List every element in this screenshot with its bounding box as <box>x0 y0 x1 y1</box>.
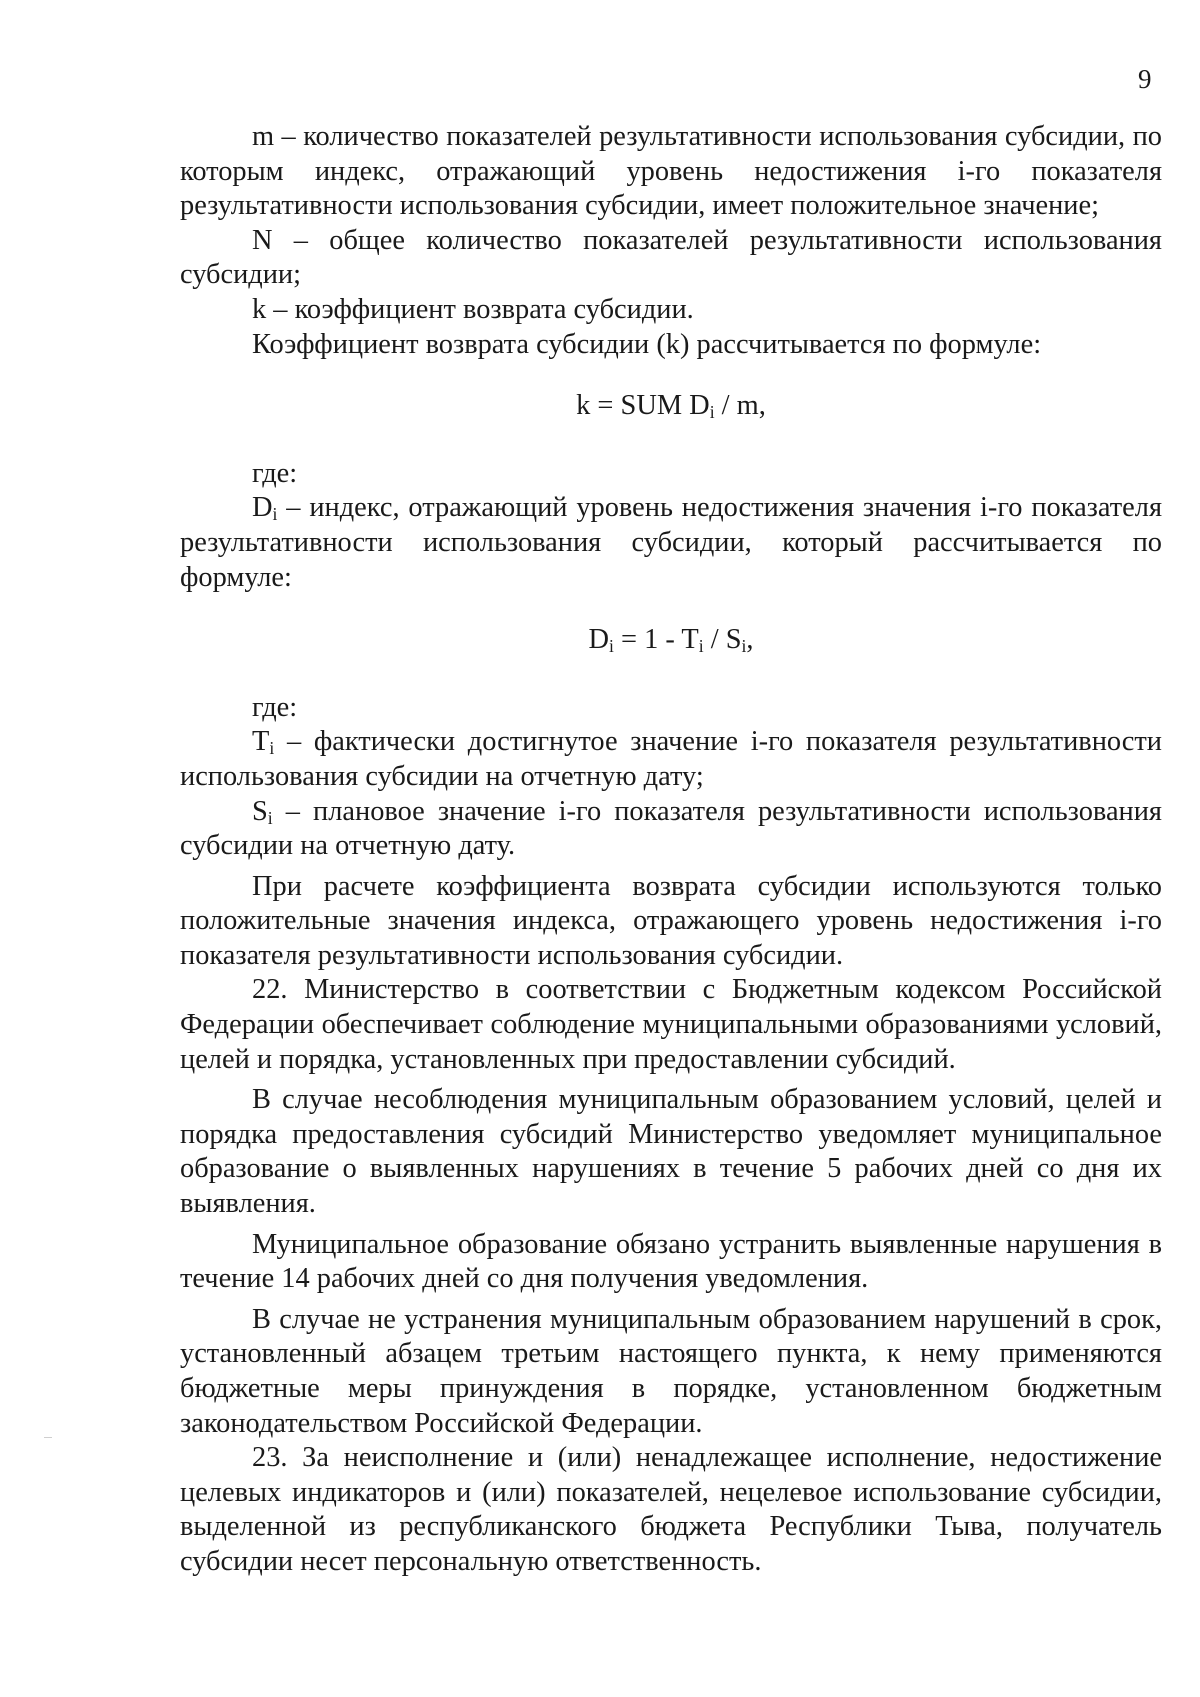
paragraph-22-violation-notice: В случае несоблюдения муниципальным образованием условий, целей и порядка предоставления субсидий Министерство уведомляет муниципальное образование о выявленных нарушениях в течение 5 рабочих дней со дня их выявления. <box>180 1084 1162 1220</box>
document-body <box>180 120 1162 1580</box>
paragraph-22-fix-deadline: Муниципальное образование обязано устранить выявленные нарушения в течение 14 рабочих дней со дня получения уведомления. <box>180 1228 1162 1295</box>
formula-k <box>180 389 1162 424</box>
paragraph-n-definition: N – общее количество показателей результативности использования субсидии; <box>180 224 1162 291</box>
formula-k-subscript: i <box>709 402 715 423</box>
formula-d-left: D <box>588 624 609 656</box>
di-subscript: i <box>272 504 278 525</box>
formula-d <box>180 623 1162 658</box>
paragraph-si-definition <box>180 795 1162 864</box>
formula-d-mid-1: = 1 - T <box>613 624 699 656</box>
formula-d-subscript-1: i <box>608 635 614 656</box>
paragraph-where-1: где: <box>252 457 298 489</box>
paragraph-where-2: где: <box>252 691 298 723</box>
di-definition-text: – индекс, отражающий уровень недостижения значения i-го показателя результативности использования субсидии, который рассчитывается по формуле: <box>180 492 1162 593</box>
ti-definition-text: – фактически достигнутое значение i-го показателя результативности использования субсидии на отчетную дату; <box>180 726 1162 792</box>
margin-mark <box>44 1437 52 1438</box>
ti-subscript: i <box>269 738 275 759</box>
formula-d-subscript-2: i <box>698 635 704 656</box>
paragraph-22-enforcement-measures: В случае не устранения муниципальным образованием нарушений в срок, установленный абзацем третьим настоящего пункта, к нему применяются бюджетные меры принуждения в порядке, установленном бюджетным законодательством Российской Федерации. <box>180 1303 1162 1439</box>
paragraph-m-definition: m – количество показателей результативности использования субсидии, по которым индекс, отражающий уровень недостижения i-го показателя результативности использования субсидии, имеет положительное значение; <box>180 121 1162 222</box>
formula-d-right: , <box>746 624 754 656</box>
ti-symbol: T <box>252 726 270 758</box>
si-definition-text: – плановое значение i-го показателя результативности использования субсидии на отчетную дату. <box>180 795 1162 862</box>
paragraph-k-definition: k – коэффициент возврата субсидии. <box>252 293 694 325</box>
paragraph-22: 22. Министерство в соответствии с Бюджетным кодексом Российской Федерации обеспечивает соблюдение муниципальными образованиями условий, целей и порядка, установленных при предоставлении субсидий. <box>180 974 1162 1075</box>
paragraph-k-formula-intro: Коэффициент возврата субсидии (k) рассчитывается по формуле: <box>252 328 1042 360</box>
paragraph-positive-values-note: При расчете коэффициента возврата субсидии используются только положительные значения индекса, отражающего уровень недостижения i-го показателя результативности использования субсидии. <box>180 870 1162 971</box>
page-number: 9 <box>1138 64 1152 94</box>
paragraph-23: 23. За неисполнение и (или) ненадлежащее исполнение, недостижение целевых индикаторов и (или) показателей, нецелевое использование субсидии, выделенной из республиканского бюджета Республики Тыва, получатель субсидии несет персональную ответственность. <box>180 1442 1162 1577</box>
paragraph-ti-definition <box>180 725 1162 794</box>
paragraph-di-definition <box>180 491 1162 595</box>
formula-k-right: / m, <box>714 390 766 422</box>
formula-k-left: k = SUM D <box>576 390 710 422</box>
si-symbol: S <box>252 795 268 827</box>
formula-d-subscript-3: i <box>741 635 747 656</box>
si-subscript: i <box>267 807 273 828</box>
di-symbol: D <box>252 492 273 524</box>
formula-d-mid-2: / S <box>703 624 742 656</box>
